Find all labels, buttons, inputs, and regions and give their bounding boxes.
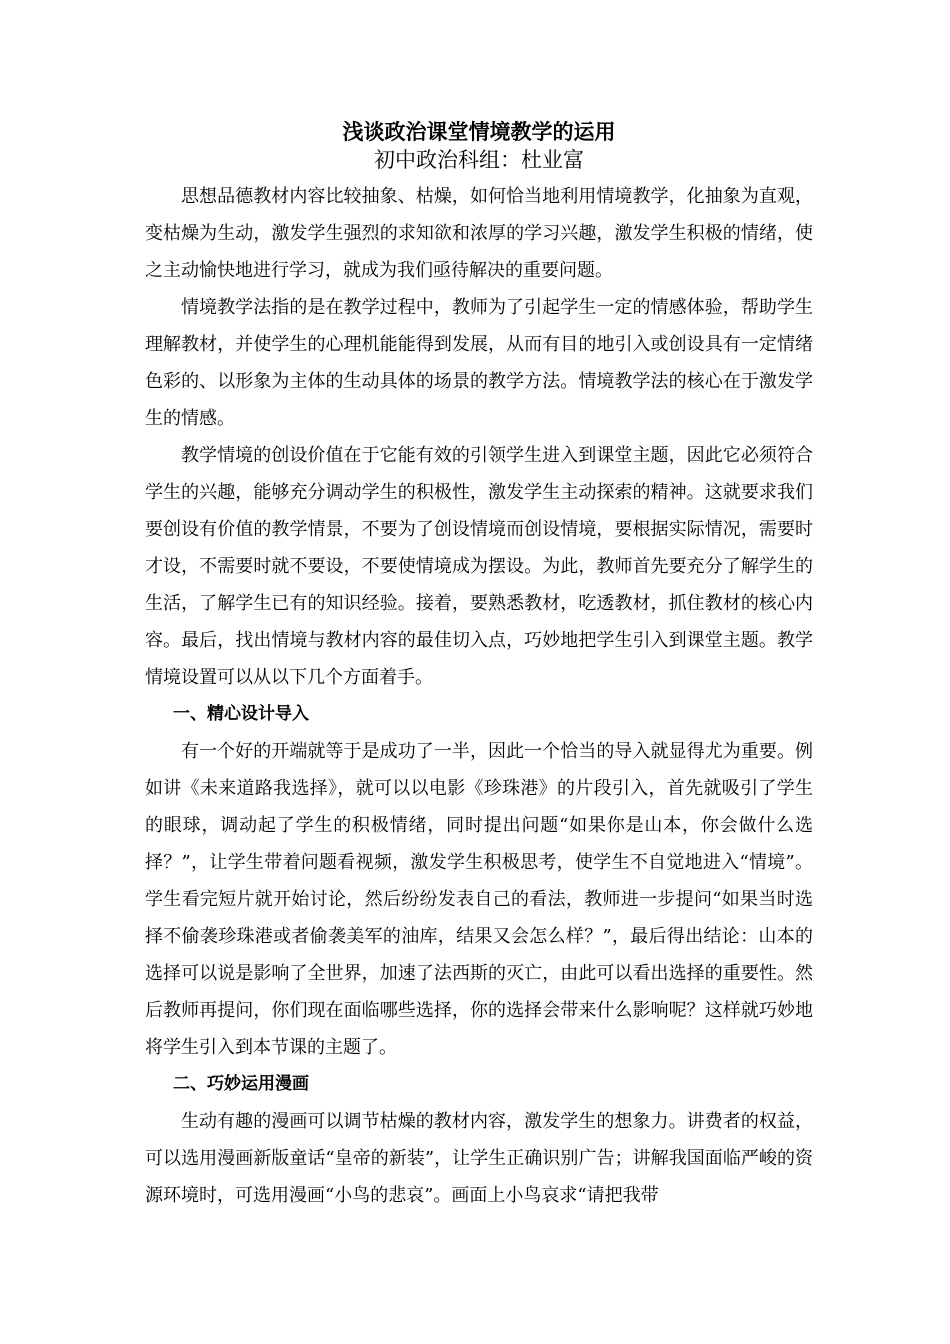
- section-heading-2: 二、巧妙运用漫画: [173, 1074, 309, 1094]
- definition-paragraph: 情境教学法指的是在教学过程中，教师为了引起学生一定的情感体验，帮助学生理解教材，并使学生的心理机能能得到发展，从而有目的地引入或创设具有一定情绪色彩的、以形象为主体的生动具体的场景的教学方法。情境教学法的核心在于激发学生的情感。: [145, 297, 813, 429]
- author-line: 初中政治科组：杜业富: [374, 148, 584, 172]
- value-paragraph: 教学情境的创设价值在于它能有效的引领学生进入到课堂主题，因此它必须符合学生的兴趣，能够充分调动学生的积极性，激发学生主动探索的精神。这就要求我们要创设有价值的教学情景，不要为了创设情境而创设情境，要根据实际情况，需要时才设，不需要时就不要设，不要使情境成为摆设。为此，教师首先要充分了解学生的生活，了解学生已有的知识经验。接着，要熟悉教材，吃透教材，抓住教材的核心内容。最后，找出情境与教材内容的最佳切入点，巧妙地把学生引入到课堂主题。教学情境设置可以从以下几个方面着手。: [145, 445, 813, 688]
- intro-paragraph: 思想品德教材内容比较抽象、枯燥，如何恰当地利用情境教学，化抽象为直观，变枯燥为生动，激发学生强烈的求知欲和浓厚的学习兴趣，激发学生积极的情绪，使之主动愉快地进行学习，就成为我们亟待解决的重要问题。: [145, 186, 813, 281]
- document-page: [145, 118, 813, 1214]
- section-2-paragraph: 生动有趣的漫画可以调节枯燥的教材内容，激发学生的想象力。讲费者的权益，可以选用漫画新版童话“皇帝的新装”，让学生正确识别广告；讲解我国面临严峻的资源环境时，可选用漫画“小鸟的悲哀”。画面上小鸟哀求“请把我带: [145, 1111, 813, 1206]
- section-1-paragraph: 有一个好的开端就等于是成功了一半，因此一个恰当的导入就显得尤为重要。例如讲《未来道路我选择》，就可以以电影《珍珠港》的片段引入，首先就吸引了学生的眼球，调动起了学生的积极情绪，同时提出问题“如果你是山本，你会做什么选择？”，让学生带着问题看视频，激发学生积极思考，使学生不自觉地进入“情境”。学生看完短片就开始讨论，然后纷纷发表自己的看法，教师进一步提问“如果当时选择不偷袭珍珠港或者偷袭美军的油库，结果又会怎么样？”，最后得出结论：山本的选择可以说是影响了全世界，加速了法西斯的灭亡，由此可以看出选择的重要性。然后教师再提问，你们现在面临哪些选择，你的选择会带来什么影响呢？这样就巧妙地将学生引入到本节课的主题了。: [145, 741, 813, 1058]
- document-title: 浅谈政治课堂情境教学的运用: [342, 119, 616, 144]
- section-heading-1: 一、精心设计导入: [173, 704, 309, 724]
